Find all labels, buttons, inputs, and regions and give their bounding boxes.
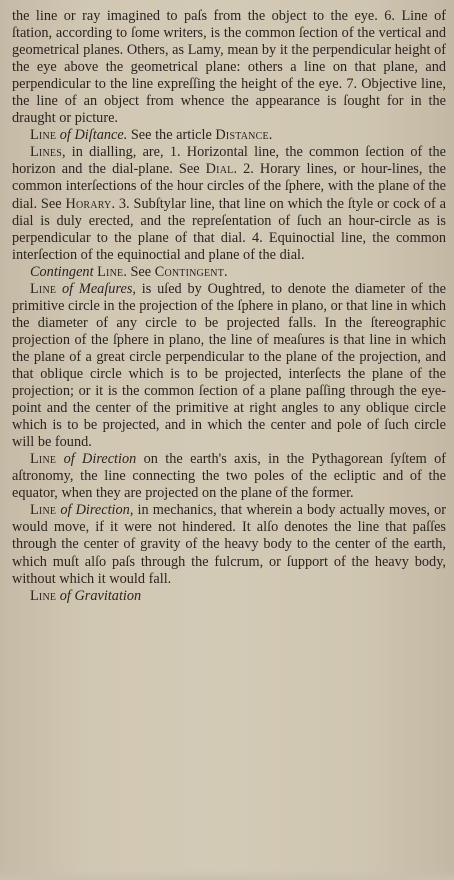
body-text: . See [123, 263, 155, 280]
body-text: See the article [127, 127, 216, 144]
italic-phrase: of Direction, [60, 502, 134, 519]
headword-smallcaps: Line [30, 451, 57, 468]
entry-line-gravitation [12, 588, 446, 605]
headword-smallcaps: Line [97, 263, 124, 280]
body-text: . [268, 127, 273, 144]
italic-phrase: of Gravitation [59, 587, 142, 604]
headword-smallcaps: Line [30, 502, 57, 519]
italic-phrase: Contingent [30, 263, 94, 280]
body-text [56, 451, 63, 467]
body-text: on the earth's axis, in the Pythagorean ſyſtem of aſtronomy, the line connecting the two poles of the ecliptic and of the equator, when they are projected on the plane of the former. [12, 451, 446, 502]
body-text: . [224, 263, 228, 280]
body-text: . 3. Subſtylar line, that line on which the ſtyle or cock of a dial is duly erected, and the repreſentation of ſuch an hour-circle as is perpendicular to the plane of that dial. 4. Equinoctial line, the common interſection of the equinoctial and plane of the dial. [12, 195, 446, 263]
headword-smallcaps: Line [30, 127, 57, 144]
body-text: in mechanics, that wherein a body actually moves, or would move, if it were not hindered. It alſo denotes the line that paſſes through the center of gravity of the heavy body to the center of the earth, which muſt alſo paſs through the fulcrum, or ſupport of the heavy body, without which it would fall. [12, 502, 446, 587]
entry-line-distance [12, 127, 446, 144]
headword-smallcaps: Lines [30, 144, 62, 161]
headword-smallcaps: Contingent [154, 263, 225, 280]
entry-line-measures [12, 281, 446, 451]
headword-smallcaps: Distance [215, 127, 269, 144]
page-bottom-edge [0, 870, 454, 880]
headword-smallcaps: Horary [65, 195, 112, 212]
headword-smallcaps: Dial [205, 161, 234, 178]
headword-smallcaps: Line [30, 587, 57, 604]
entry-lines-dialling [12, 144, 446, 263]
entry-line-direction-mechanics [12, 502, 446, 587]
entry-contingent-line [12, 264, 446, 281]
italic-phrase: of Direction [63, 451, 137, 468]
dictionary-text-column [12, 8, 446, 605]
body-text: is uſed by Oughtred, to denote the diameter of the primitive circle in the projection of the ſphere in plano, or that line in which the diameter of any circle to be projected falls. In the ſtereographic projection of the ſphere in plano, the line of meaſures is that line in which the plane of a great circle perpendicular to the plane of the projection, and that oblique circle which is to be projected, interſects the plane of the projection; or it is the common ſection of a plane paſſing through the eye-point and the center of the primitive at right angles to any oblique circle which is to be projected, and in which the center and pole of ſuch circle will be found. [12, 280, 446, 451]
body-text: . 2. Horary lines, or hour-lines, the common interſections of the hour circles of the ſphere, with the plane of the dial. See [12, 161, 446, 212]
italic-phrase: of Meaſures, [62, 280, 136, 297]
headword-smallcaps: Line [30, 280, 57, 297]
entry-line-direction-axis [12, 451, 446, 502]
entry-line-station [12, 8, 446, 127]
body-text: , in dialling, are, 1. Horizontal line, the common ſection of the horizon and the dial-plane. See [12, 144, 446, 178]
italic-phrase: of Diſtance. [59, 127, 128, 144]
body-text: the line or ray imagined to paſs from the object to the eye. 6. Line of ſtation, according to ſome writers, is the common ſection of the vertical and geometrical planes. Others, as Lamy, mean by it the perpendicular height of the eye above the geometrical plane: others a line on that plane, and perpendicular to the line expreſſing the height of the eye. 7. Objective line, the line of an object from whence the appearance is ſought for in the draught or picture. [12, 8, 446, 127]
